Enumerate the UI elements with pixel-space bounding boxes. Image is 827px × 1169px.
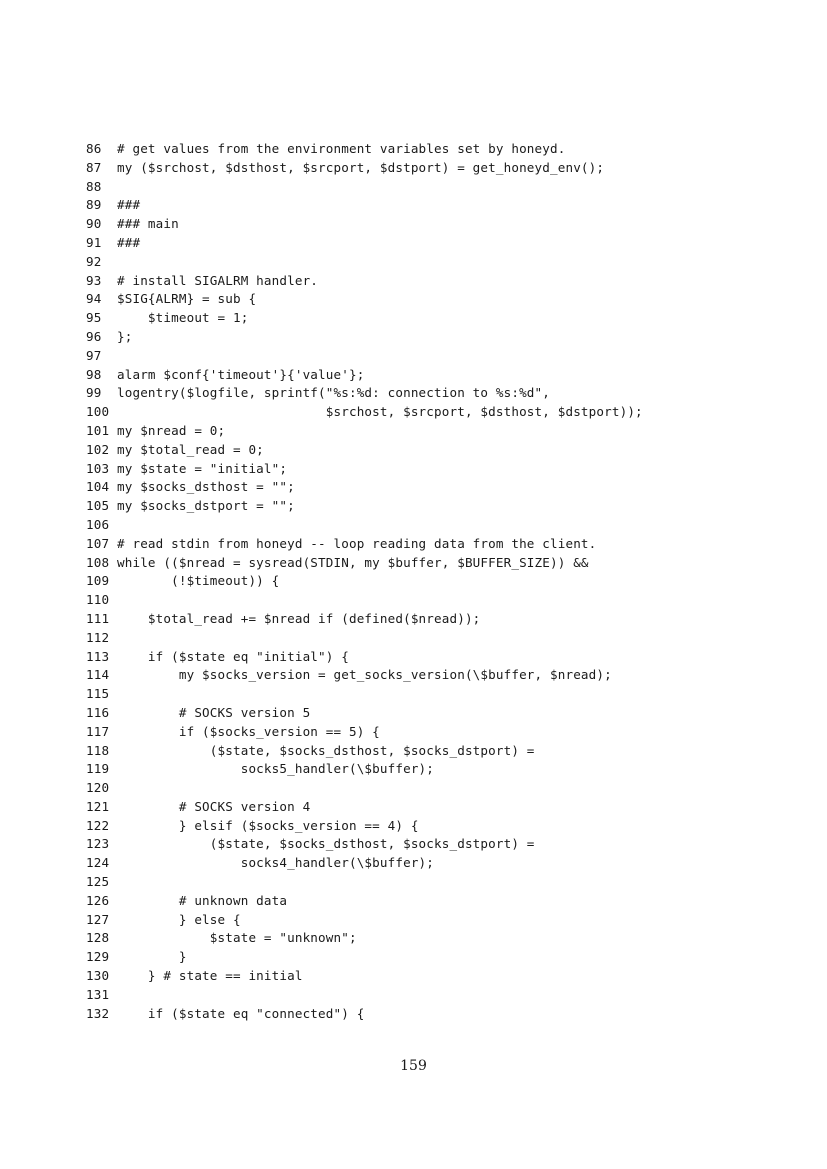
- code-line: [86, 929, 806, 948]
- code-line: [86, 460, 806, 479]
- line-number: 97: [86, 347, 102, 363]
- line-number: 110: [86, 592, 110, 608]
- code-line: [86, 215, 806, 234]
- code-line: [86, 441, 806, 460]
- line-code: if ($state eq "initial") {: [117, 648, 349, 664]
- line-code: # get values from the environment variables set by honeyd.: [117, 141, 566, 156]
- code-line: [86, 403, 806, 422]
- line-code: alarm $conf{'timeout'}{'value'};: [117, 366, 365, 382]
- line-number: 86: [86, 141, 102, 156]
- code-line: [86, 272, 806, 291]
- line-code: socks4_handler(\$buffer);: [117, 855, 435, 871]
- line-code: };: [117, 328, 133, 344]
- line-number: 117: [86, 723, 110, 739]
- code-line: [86, 629, 806, 648]
- code-line: [86, 779, 806, 798]
- line-code: # SOCKS version 4: [117, 798, 311, 814]
- line-code: while (($nread = sysread(STDIN, my $buffer, $BUFFER_SIZE)) &&: [117, 554, 589, 570]
- line-number: 92: [86, 253, 102, 269]
- line-number: 122: [86, 817, 110, 833]
- line-number: 124: [86, 855, 110, 871]
- line-number: 88: [86, 178, 102, 194]
- line-number: 104: [86, 479, 110, 495]
- line-code: my ($srchost, $dsthost, $srcport, $dstport) = get_honeyd_env();: [117, 159, 605, 175]
- line-number: 131: [86, 986, 110, 1002]
- code-line: [86, 685, 806, 704]
- line-code: ###: [117, 197, 141, 213]
- code-line: [86, 986, 806, 1005]
- line-code: $SIG{ALRM} = sub {: [117, 291, 257, 307]
- page-number: 159: [400, 1058, 427, 1074]
- line-code: if ($socks_version == 5) {: [117, 723, 380, 739]
- code-line: [86, 140, 806, 159]
- line-code: }: [117, 949, 187, 965]
- code-line: [86, 742, 806, 761]
- code-line: [86, 422, 806, 441]
- code-line: [86, 347, 806, 366]
- code-line: [86, 196, 806, 215]
- line-code: my $nread = 0;: [117, 422, 226, 438]
- line-number: 100: [86, 404, 110, 420]
- line-number: 121: [86, 798, 110, 814]
- code-line: [86, 478, 806, 497]
- code-line: [86, 911, 806, 930]
- line-number: 101: [86, 422, 110, 438]
- line-number: 125: [86, 874, 110, 890]
- line-code: $srchost, $srcport, $dsthost, $dstport));: [117, 404, 643, 420]
- line-number: 102: [86, 441, 110, 457]
- code-line: [86, 497, 806, 516]
- code-line: [86, 516, 806, 535]
- line-code: $timeout = 1;: [117, 310, 249, 326]
- code-line: [86, 253, 806, 272]
- code-line: [86, 178, 806, 197]
- code-line: [86, 610, 806, 629]
- code-line: [86, 591, 806, 610]
- code-line: [86, 873, 806, 892]
- code-line: [86, 648, 806, 667]
- code-line: [86, 704, 806, 723]
- line-code: my $socks_dstport = "";: [117, 498, 295, 514]
- line-code: ### main: [117, 216, 179, 232]
- line-number: 91: [86, 234, 102, 250]
- line-code: # unknown data: [117, 892, 288, 908]
- line-number: 128: [86, 930, 110, 946]
- line-number: 107: [86, 535, 110, 551]
- code-line: [86, 535, 806, 554]
- line-code: socks5_handler(\$buffer);: [117, 761, 435, 777]
- line-number: 119: [86, 761, 110, 777]
- line-number: 129: [86, 949, 110, 965]
- line-code: logentry($logfile, sprintf("%s:%d: connection to %s:%d",: [117, 385, 550, 401]
- line-code: (!$timeout)) {: [117, 573, 280, 589]
- line-number: 109: [86, 573, 110, 589]
- code-line: [86, 854, 806, 873]
- line-code: $total_read += $nread if (defined($nread));: [117, 610, 481, 626]
- line-number: 127: [86, 911, 110, 927]
- line-number: 132: [86, 1005, 110, 1021]
- code-line: [86, 234, 806, 253]
- line-number: 95: [86, 310, 102, 326]
- line-number: 96: [86, 328, 102, 344]
- line-number: 90: [86, 216, 102, 232]
- code-line: [86, 1005, 806, 1024]
- line-code: } # state == initial: [117, 968, 303, 984]
- code-line: [86, 384, 806, 403]
- line-code: # install SIGALRM handler.: [117, 272, 319, 288]
- code-line: [86, 554, 806, 573]
- code-line: [86, 328, 806, 347]
- code-line: [86, 366, 806, 385]
- code-line: [86, 290, 806, 309]
- line-number: 94: [86, 291, 102, 307]
- line-number: 99: [86, 385, 102, 401]
- code-listing: [86, 140, 806, 1023]
- line-code: my $socks_dsthost = "";: [117, 479, 295, 495]
- line-code: $state = "unknown";: [117, 930, 357, 946]
- line-code: my $total_read = 0;: [117, 441, 264, 457]
- line-number: 115: [86, 686, 110, 702]
- line-number: 112: [86, 629, 110, 645]
- line-code: my $state = "initial";: [117, 460, 288, 476]
- line-number: 103: [86, 460, 110, 476]
- code-line: [86, 760, 806, 779]
- code-line: [86, 723, 806, 742]
- code-line: [86, 835, 806, 854]
- code-line: [86, 948, 806, 967]
- code-line: [86, 967, 806, 986]
- line-number: 108: [86, 554, 110, 570]
- line-number: 111: [86, 610, 110, 626]
- line-number: 114: [86, 667, 110, 683]
- line-number: 89: [86, 197, 102, 213]
- code-line: [86, 309, 806, 328]
- line-code: my $socks_version = get_socks_version(\$buffer, $nread);: [117, 667, 612, 683]
- line-code: ($state, $socks_dsthost, $socks_dstport) =: [117, 836, 535, 852]
- line-code: ($state, $socks_dsthost, $socks_dstport) =: [117, 742, 535, 758]
- line-number: 98: [86, 366, 102, 382]
- line-number: 130: [86, 968, 110, 984]
- line-number: 87: [86, 159, 102, 175]
- code-line: [86, 666, 806, 685]
- code-line: [86, 798, 806, 817]
- line-number: 93: [86, 272, 102, 288]
- line-number: 126: [86, 892, 110, 908]
- line-code: # SOCKS version 5: [117, 704, 311, 720]
- line-number: 106: [86, 516, 110, 532]
- line-code: # read stdin from honeyd -- loop reading data from the client.: [117, 535, 597, 551]
- line-number: 118: [86, 742, 110, 758]
- code-line: [86, 892, 806, 911]
- line-code: } else {: [117, 911, 241, 927]
- line-number: 116: [86, 704, 110, 720]
- line-code: ###: [117, 234, 141, 250]
- code-line: [86, 572, 806, 591]
- line-code: if ($state eq "connected") {: [117, 1005, 365, 1021]
- line-number: 113: [86, 648, 110, 664]
- code-line: [86, 817, 806, 836]
- line-code: } elsif ($socks_version == 4) {: [117, 817, 419, 833]
- line-number: 123: [86, 836, 110, 852]
- line-number: 120: [86, 780, 110, 796]
- code-line: [86, 159, 806, 178]
- line-number: 105: [86, 498, 110, 514]
